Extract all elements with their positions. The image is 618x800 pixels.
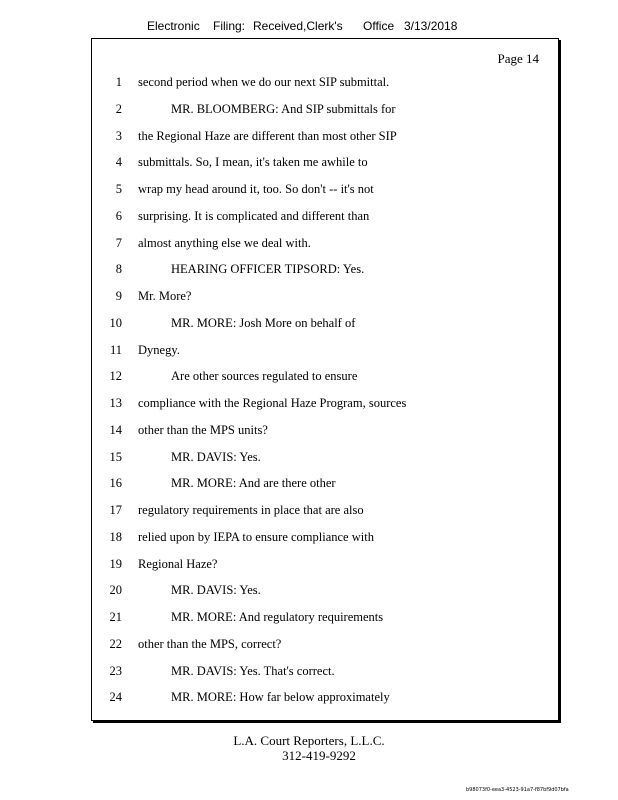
line-text: MR. MORE: And regulatory requirements (171, 610, 384, 624)
footer-phone: 312-419-9292 (282, 748, 356, 763)
transcript-line (92, 637, 558, 654)
transcript-line (92, 369, 558, 386)
line-text: relied upon by IEPA to ensure compliance with (138, 529, 374, 544)
transcript-line (92, 209, 558, 226)
transcript-line (92, 450, 558, 467)
transcript-line (92, 423, 558, 440)
line-number: 20 (109, 583, 122, 598)
transcript-line (92, 396, 558, 413)
line-number: 17 (109, 503, 122, 517)
line-number: 13 (109, 396, 122, 410)
transcript-line (92, 129, 558, 146)
line-text: regulatory requirements in place that are also (138, 503, 364, 517)
transcript-line (92, 476, 558, 493)
line-number: 8 (115, 262, 122, 277)
line-number: 2 (115, 101, 122, 116)
footer-company: L.A. Court Reporters, L.L.C. (233, 733, 385, 748)
transcript-line (92, 610, 558, 627)
line-number: 1 (115, 75, 122, 89)
transcript-line (92, 102, 558, 119)
line-number: 22 (109, 636, 122, 651)
line-text: MR. DAVIS: Yes. (171, 449, 261, 464)
transcript-line (92, 690, 558, 707)
stamp-word-3: Received,Clerk's (253, 19, 343, 33)
line-number: 9 (115, 289, 122, 303)
transcript-line (92, 182, 558, 199)
line-text: MR. MORE: And are there other (171, 476, 336, 491)
line-number: 10 (109, 315, 122, 330)
transcript-line (92, 289, 558, 306)
transcript-page (91, 38, 559, 721)
line-number: 16 (109, 476, 122, 491)
line-number: 18 (109, 529, 122, 544)
line-number: 15 (109, 449, 122, 464)
line-text: compliance with the Regional Haze Program, sources (138, 396, 407, 410)
line-text: MR. MORE: How far below approximately (171, 690, 390, 705)
line-text: Regional Haze? (138, 556, 218, 571)
line-number: 4 (115, 155, 122, 170)
line-text: Are other sources regulated to ensure (171, 369, 358, 384)
transcript-line (92, 316, 558, 333)
transcript-line (92, 343, 558, 360)
stamp-word-4: Office (363, 19, 395, 33)
transcript-line (92, 75, 558, 92)
stamp-word-2: Filing: (213, 19, 246, 33)
transcript-line (92, 583, 558, 600)
transcript-line (92, 262, 558, 279)
line-text: HEARING OFFICER TIPSORD: Yes. (171, 262, 365, 277)
line-text: the Regional Haze are different than most other SIP (138, 128, 397, 143)
line-text: wrap my head around it, too. So don't -- it's not (138, 182, 374, 196)
line-number: 11 (109, 342, 122, 357)
line-number: 19 (109, 556, 122, 571)
line-number: 24 (109, 690, 122, 705)
line-text: MR. MORE: Josh More on behalf of (171, 315, 356, 330)
line-text: submittals. So, I mean, it's taken me awhile to (138, 155, 368, 170)
line-text: other than the MPS units? (138, 422, 268, 437)
line-text: other than the MPS, correct? (138, 636, 282, 651)
line-text: Mr. More? (138, 289, 192, 303)
line-number: 12 (109, 369, 122, 384)
line-number: 21 (109, 610, 122, 624)
transcript-line (92, 155, 558, 172)
line-text: MR. BLOOMBERG: And SIP submittals for (171, 101, 396, 116)
filing-stamp (0, 19, 618, 35)
transcript-line (92, 664, 558, 681)
line-text: Dynegy. (138, 342, 180, 357)
footer (0, 733, 618, 763)
line-text: almost anything else we deal with. (138, 235, 311, 250)
transcript-line (92, 503, 558, 520)
line-number: 5 (115, 182, 122, 196)
document-hash: b98073f0-eea3-4523-91a7-f87bf9d07bfa (466, 787, 569, 793)
stamp-word-1: Electronic (147, 19, 200, 33)
line-number: 23 (109, 663, 122, 678)
transcript-line (92, 530, 558, 547)
page-number: Page 14 (497, 51, 539, 66)
line-number: 6 (115, 208, 122, 223)
line-number: 14 (109, 422, 122, 437)
line-text: MR. DAVIS: Yes. That's correct. (171, 663, 335, 678)
line-text: MR. DAVIS: Yes. (171, 583, 261, 598)
line-number: 7 (115, 235, 122, 250)
transcript-line (92, 557, 558, 574)
transcript-line (92, 236, 558, 253)
line-text: second period when we do our next SIP submittal. (138, 75, 390, 89)
stamp-word-5: 3/13/2018 (404, 19, 458, 33)
line-text: surprising. It is complicated and different than (138, 208, 370, 223)
line-number: 3 (115, 128, 122, 143)
